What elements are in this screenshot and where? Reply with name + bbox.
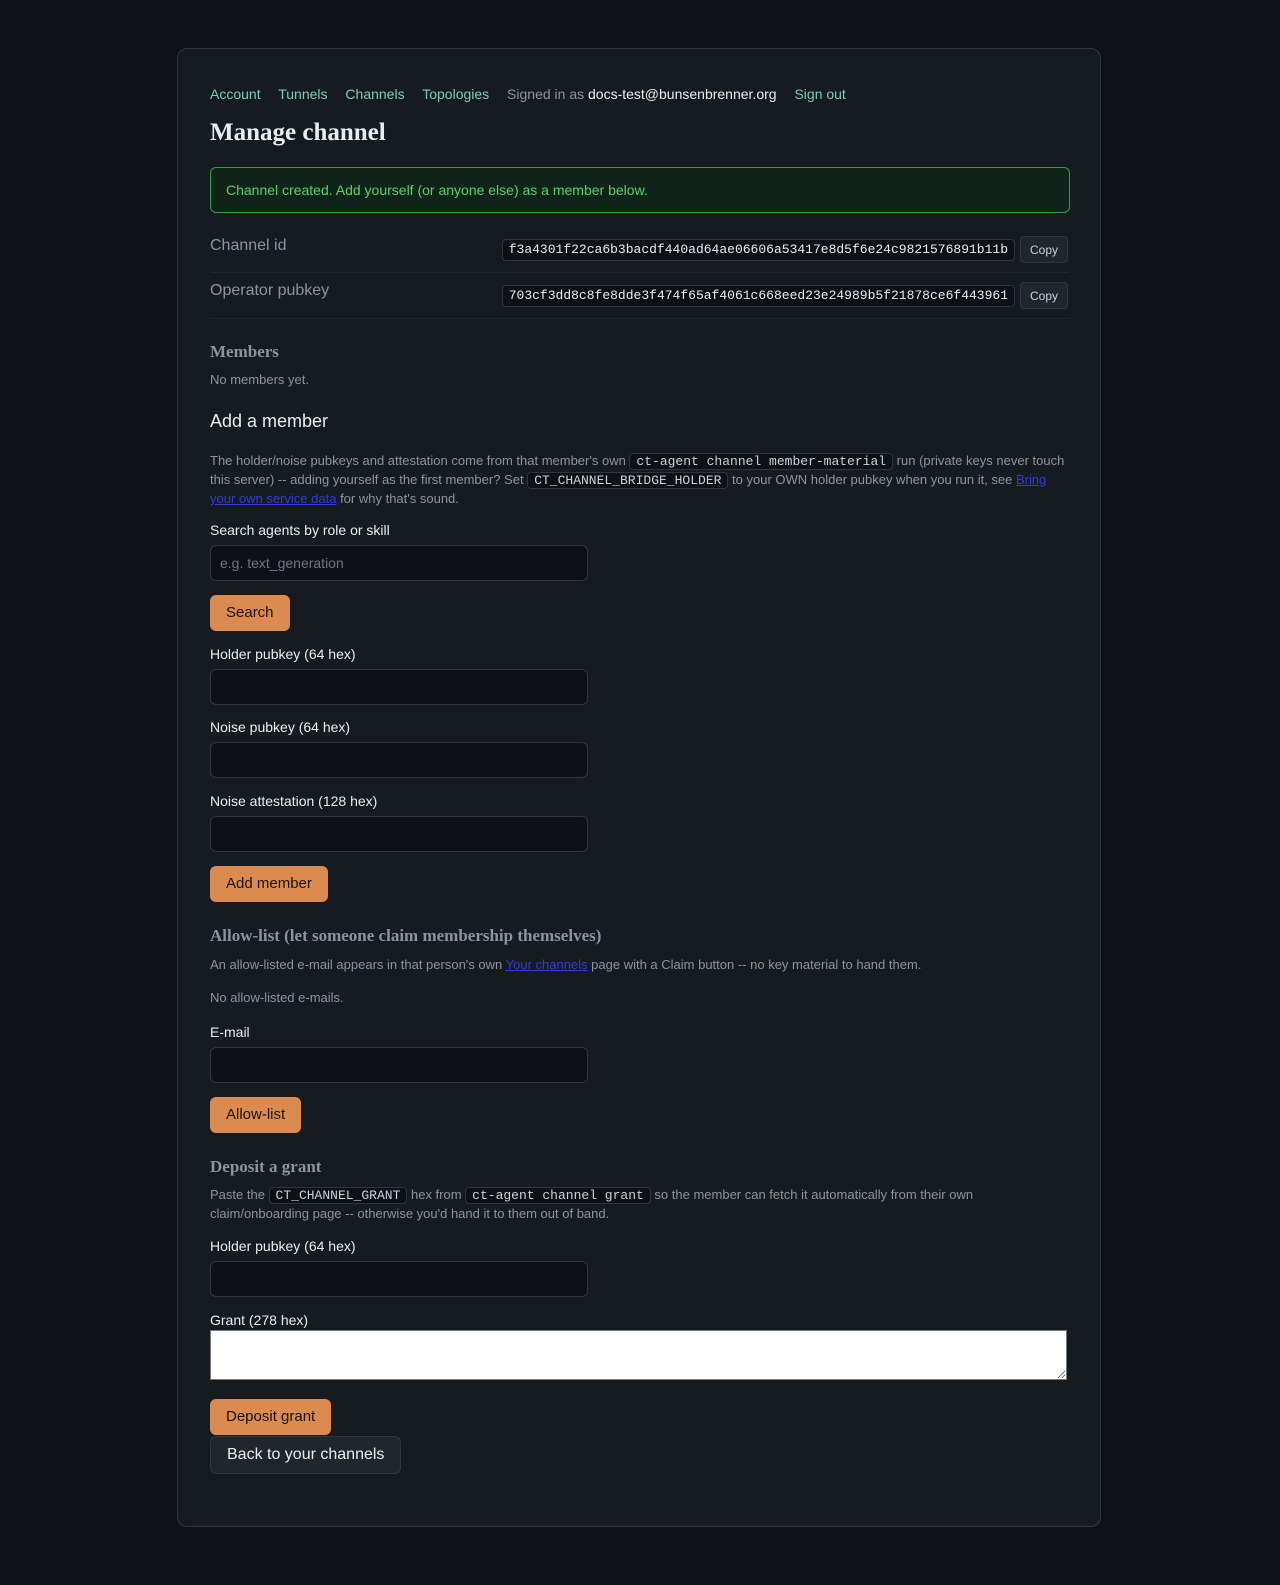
grant-desc-text: hex from [407,1187,466,1202]
bridge-holder-env-var: CT_CHANNEL_BRIDGE_HOLDER [527,472,728,489]
channel-id-value: f3a4301f22ca6b3bacdf440ad64ae06606a53417e8d5f6e24c9821576891b11b [502,239,1015,261]
channel-grant-env-var: CT_CHANNEL_GRANT [269,1187,408,1204]
allow-list-button[interactable]: Allow-list [210,1097,301,1133]
allow-list-empty-text: No allow-listed e-mails. [210,990,344,1005]
divider [210,318,1070,319]
operator-pubkey-value: 703cf3dd8c8fe8dde3f474f65af4061c668eed23e24989b5f21878ce6f443961 [502,285,1015,307]
top-nav [210,84,860,104]
search-button[interactable]: Search [210,595,290,631]
nav-account-link[interactable]: Account [210,86,261,102]
deposit-grant-heading: Deposit a grant [210,1157,322,1176]
holder-pubkey-input[interactable] [210,669,588,705]
signed-in-prefix: Signed in as [507,86,585,102]
allow-list-heading: Allow-list (let someone claim membership themselves) [210,926,602,945]
success-flash: Channel created. Add yourself (or anyone else) as a member below. [210,167,1070,213]
add-member-desc-text: for why that's sound. [336,491,459,506]
divider [210,272,1070,273]
member-material-command: ct-agent channel member-material [629,453,893,470]
grant-hex-label: Grant (278 hex) [210,1312,309,1328]
add-member-desc-text: run (private keys never touch this server) -- adding yourself as the first member? Set [210,453,1065,487]
nav-channels-link[interactable]: Channels [345,86,405,102]
add-member-heading: Add a member [210,411,329,431]
noise-attestation-input[interactable] [210,816,588,852]
grant-desc-text: Paste the [210,1187,269,1202]
channel-grant-command: ct-agent channel grant [465,1187,651,1204]
signed-in-email: docs-test@bunsenbrenner.org [588,86,777,102]
email-field[interactable] [210,1047,588,1083]
agent-search-input[interactable] [210,545,588,581]
copy-operator-pubkey-button[interactable]: Copy [1020,282,1068,309]
add-member-description [210,452,1070,508]
your-channels-link[interactable]: Your channels [505,957,588,972]
noise-pubkey-label: Noise pubkey (64 hex) [210,719,351,735]
bring-your-own-data-link[interactable]: Bring your own service data [210,472,1047,506]
channel-id-label: Channel id [210,237,287,254]
search-label: Search agents by role or skill [210,522,390,538]
grant-desc-text: so the member can fetch it automatically from their own claim/onboarding page -- otherwise you'd hand it to them out of band. [210,1187,974,1221]
add-member-desc-text: to your OWN holder pubkey when you run it, see [728,472,1017,487]
allow-list-desc-text: An allow-listed e-mail appears in that person's own [210,957,506,972]
email-label: E-mail [210,1024,250,1040]
page-title: Manage channel [210,119,386,146]
signed-in-status [507,86,777,102]
manage-channel-card [177,48,1101,1527]
noise-pubkey-input[interactable] [210,742,588,778]
allow-list-desc-text: page with a Claim button -- no key material to hand them. [587,957,922,972]
deposit-grant-button[interactable]: Deposit grant [210,1399,331,1435]
allow-list-description [210,956,1070,974]
deposit-grant-description [210,1186,1070,1223]
nav-tunnels-link[interactable]: Tunnels [278,86,328,102]
grant-holder-pubkey-label: Holder pubkey (64 hex) [210,1238,356,1254]
noise-attestation-label: Noise attestation (128 hex) [210,793,378,809]
holder-pubkey-label: Holder pubkey (64 hex) [210,646,356,662]
grant-holder-pubkey-input[interactable] [210,1261,588,1297]
sign-out-link[interactable]: Sign out [794,86,846,102]
nav-topologies-link[interactable]: Topologies [422,86,490,102]
members-heading: Members [210,342,279,361]
add-member-button[interactable]: Add member [210,866,328,902]
operator-pubkey-label: Operator pubkey [210,282,330,299]
members-empty-text: No members yet. [210,372,309,387]
grant-hex-textarea[interactable] [210,1330,1067,1380]
back-to-channels-button[interactable]: Back to your channels [210,1436,401,1474]
add-member-desc-text: The holder/noise pubkeys and attestation come from that member's own [210,453,630,468]
copy-channel-id-button[interactable]: Copy [1020,236,1068,263]
